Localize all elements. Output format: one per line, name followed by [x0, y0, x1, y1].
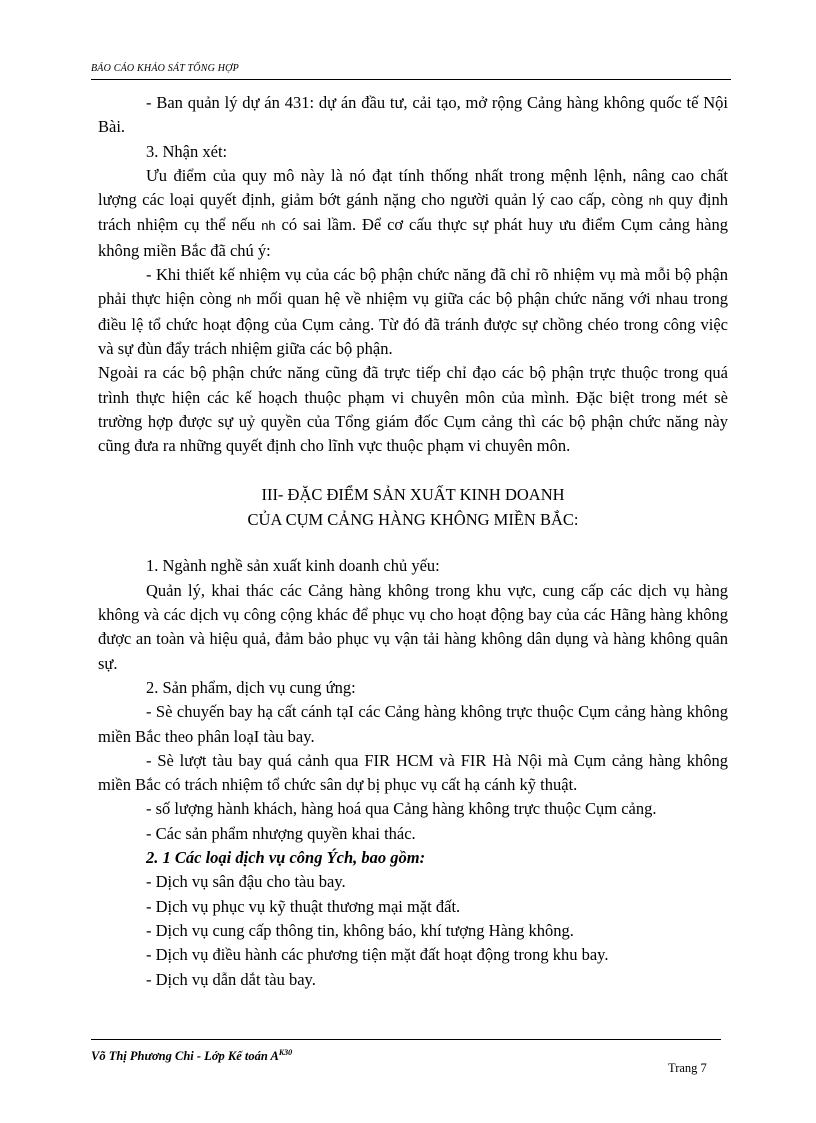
list-item: - Dịch vụ điều hành các phương tiện mặt đất hoạt động trong khu bay. — [146, 945, 609, 965]
paragraph-ngoai-ra: Ngoài ra các bộ phận chức năng cũng đã trực tiếp chỉ đạo các bộ phận trực thuộc trong quá trình thực hiện các kế hoạch thuộc phạm vi chuyên môn của mình. Đặc biệt trong mét sè trường hợp được sự uỷ quyền của Tổng giám đốc Cụm cảng thì các bộ phận chức năng này cũng đưa ra những quyết định cho lĩnh vực thuộc phạm vi chuyên môn. — [98, 363, 728, 456]
list-item: - Dịch vụ sân đậu cho tàu bay. — [146, 872, 346, 892]
nh-fragment: nh — [261, 218, 276, 234]
document-body — [98, 91, 728, 992]
page-number: Trang 7 — [668, 1061, 707, 1075]
list-item: - Sè chuyến bay hạ cất cánh tạI các Cảng hàng không trực thuộc Cụm cảng hàng không miền Bắc theo phân loạI tàu bay. — [98, 702, 728, 746]
list-item: - Các sản phẩm nhượng quyền khai thác. — [146, 823, 416, 843]
list-item: - Dịch vụ cung cấp thông tin, không báo, khí tượng Hàng không. — [146, 920, 574, 940]
footer-author-name: Võ Thị Phương Chi - Lớp Kế toán A — [91, 1049, 279, 1064]
paragraph-nhan-xet-title: 3. Nhận xét: — [146, 141, 228, 161]
nh-fragment: nh — [236, 292, 252, 308]
paragraph-ban-quan-ly: - Ban quản lý dự án 431: dự án đầu tư, cải tạo, mở rộng Cảng hàng không quốc tế Nội Bài. — [98, 93, 728, 137]
footer-class-superscript: K30 — [278, 1048, 293, 1057]
nh-fragment: nh — [648, 193, 664, 209]
paragraph-thiet-ke-nhiem-vu — [98, 263, 728, 361]
list-item: - Dịch vụ phục vụ kỹ thuật thương mại mặt đất. — [146, 896, 461, 916]
paragraph-uu-diem — [98, 164, 728, 263]
list-item: - Dịch vụ dẫn dắt tàu bay. — [146, 969, 316, 989]
paragraph-uu-diem-part-b: quy định trách nhiệm cụ thể nếu — [98, 190, 728, 235]
paragraph-uu-diem-part-c: có sai lầm. Để cơ cấu thực sự phát huy ưu điểm Cụm cảng hàng không miền Bắc đã chú ý: — [98, 215, 728, 260]
section-2-1-title: 2. 1 Các loại dịch vụ công Ých, bao gồm: — [146, 848, 426, 868]
header-title: BÁO CÁO KHẢO SÁT TỔNG HỢP — [91, 63, 731, 80]
paragraph-thiet-ke-part-a: - Khi thiết kế nhiệm vụ của các bộ phận chức năng đã chỉ rõ nhiệm vụ mà mỗi bộ phận phải thực hiện còng — [98, 265, 728, 309]
paragraph-thiet-ke-part-b: mối quan hệ về nhiệm vụ giữa các bộ phận chức năng với nhau trong điều lệ tổ chức hoạt động của Cụm cảng. Từ đó đã tránh được sự chồng chéo trong công việc và sự đùn đẩy trách nhiệm giữa các bộ phận. — [98, 289, 729, 358]
section-2-title: 2. Sản phẩm, dịch vụ cung ứng: — [146, 677, 356, 697]
list-item: - số lượng hành khách, hàng hoá qua Cảng hàng không trực thuộc Cụm cảng. — [146, 799, 657, 819]
section-heading-line-2: CỦA CỤM CẢNG HÀNG KHÔNG MIỀN BẮC: — [247, 510, 579, 530]
footer-divider — [91, 1039, 721, 1040]
section-heading-line-1: III- ĐẶC ĐIỂM SẢN XUẤT KINH DOANH — [261, 485, 565, 505]
footer-author — [91, 1048, 292, 1064]
section-1-body: Quản lý, khai thác các Cảng hàng không trong khu vực, cung cấp các dịch vụ hàng không và các dịch vụ công cộng khác để phục vụ cho hoạt động bay của các Hãng hàng không được an toàn và hiệu quả, đảm bảo phục vụ vận tải hàng không dân dụng và hàng không quân sự. — [98, 580, 728, 673]
list-item: - Sè lượt tàu bay quá cảnh qua FIR HCM và FIR Hà Nội mà Cụm cảng hàng không miền Bắc có trách nhiệm tổ chức sân dự bị phục vụ cất hạ cánh kỹ thuật. — [98, 750, 728, 795]
section-1-title: 1. Ngành nghề sản xuất kinh doanh chủ yếu: — [146, 556, 440, 576]
paragraph-uu-diem-part-a: Ưu điểm của quy mô này là nó đạt tính thống nhất trong mệnh lệnh, nâng cao chất lượng các loại quyết định, giảm bớt gánh nặng cho người quản lý cao cấp, còng — [98, 165, 728, 210]
